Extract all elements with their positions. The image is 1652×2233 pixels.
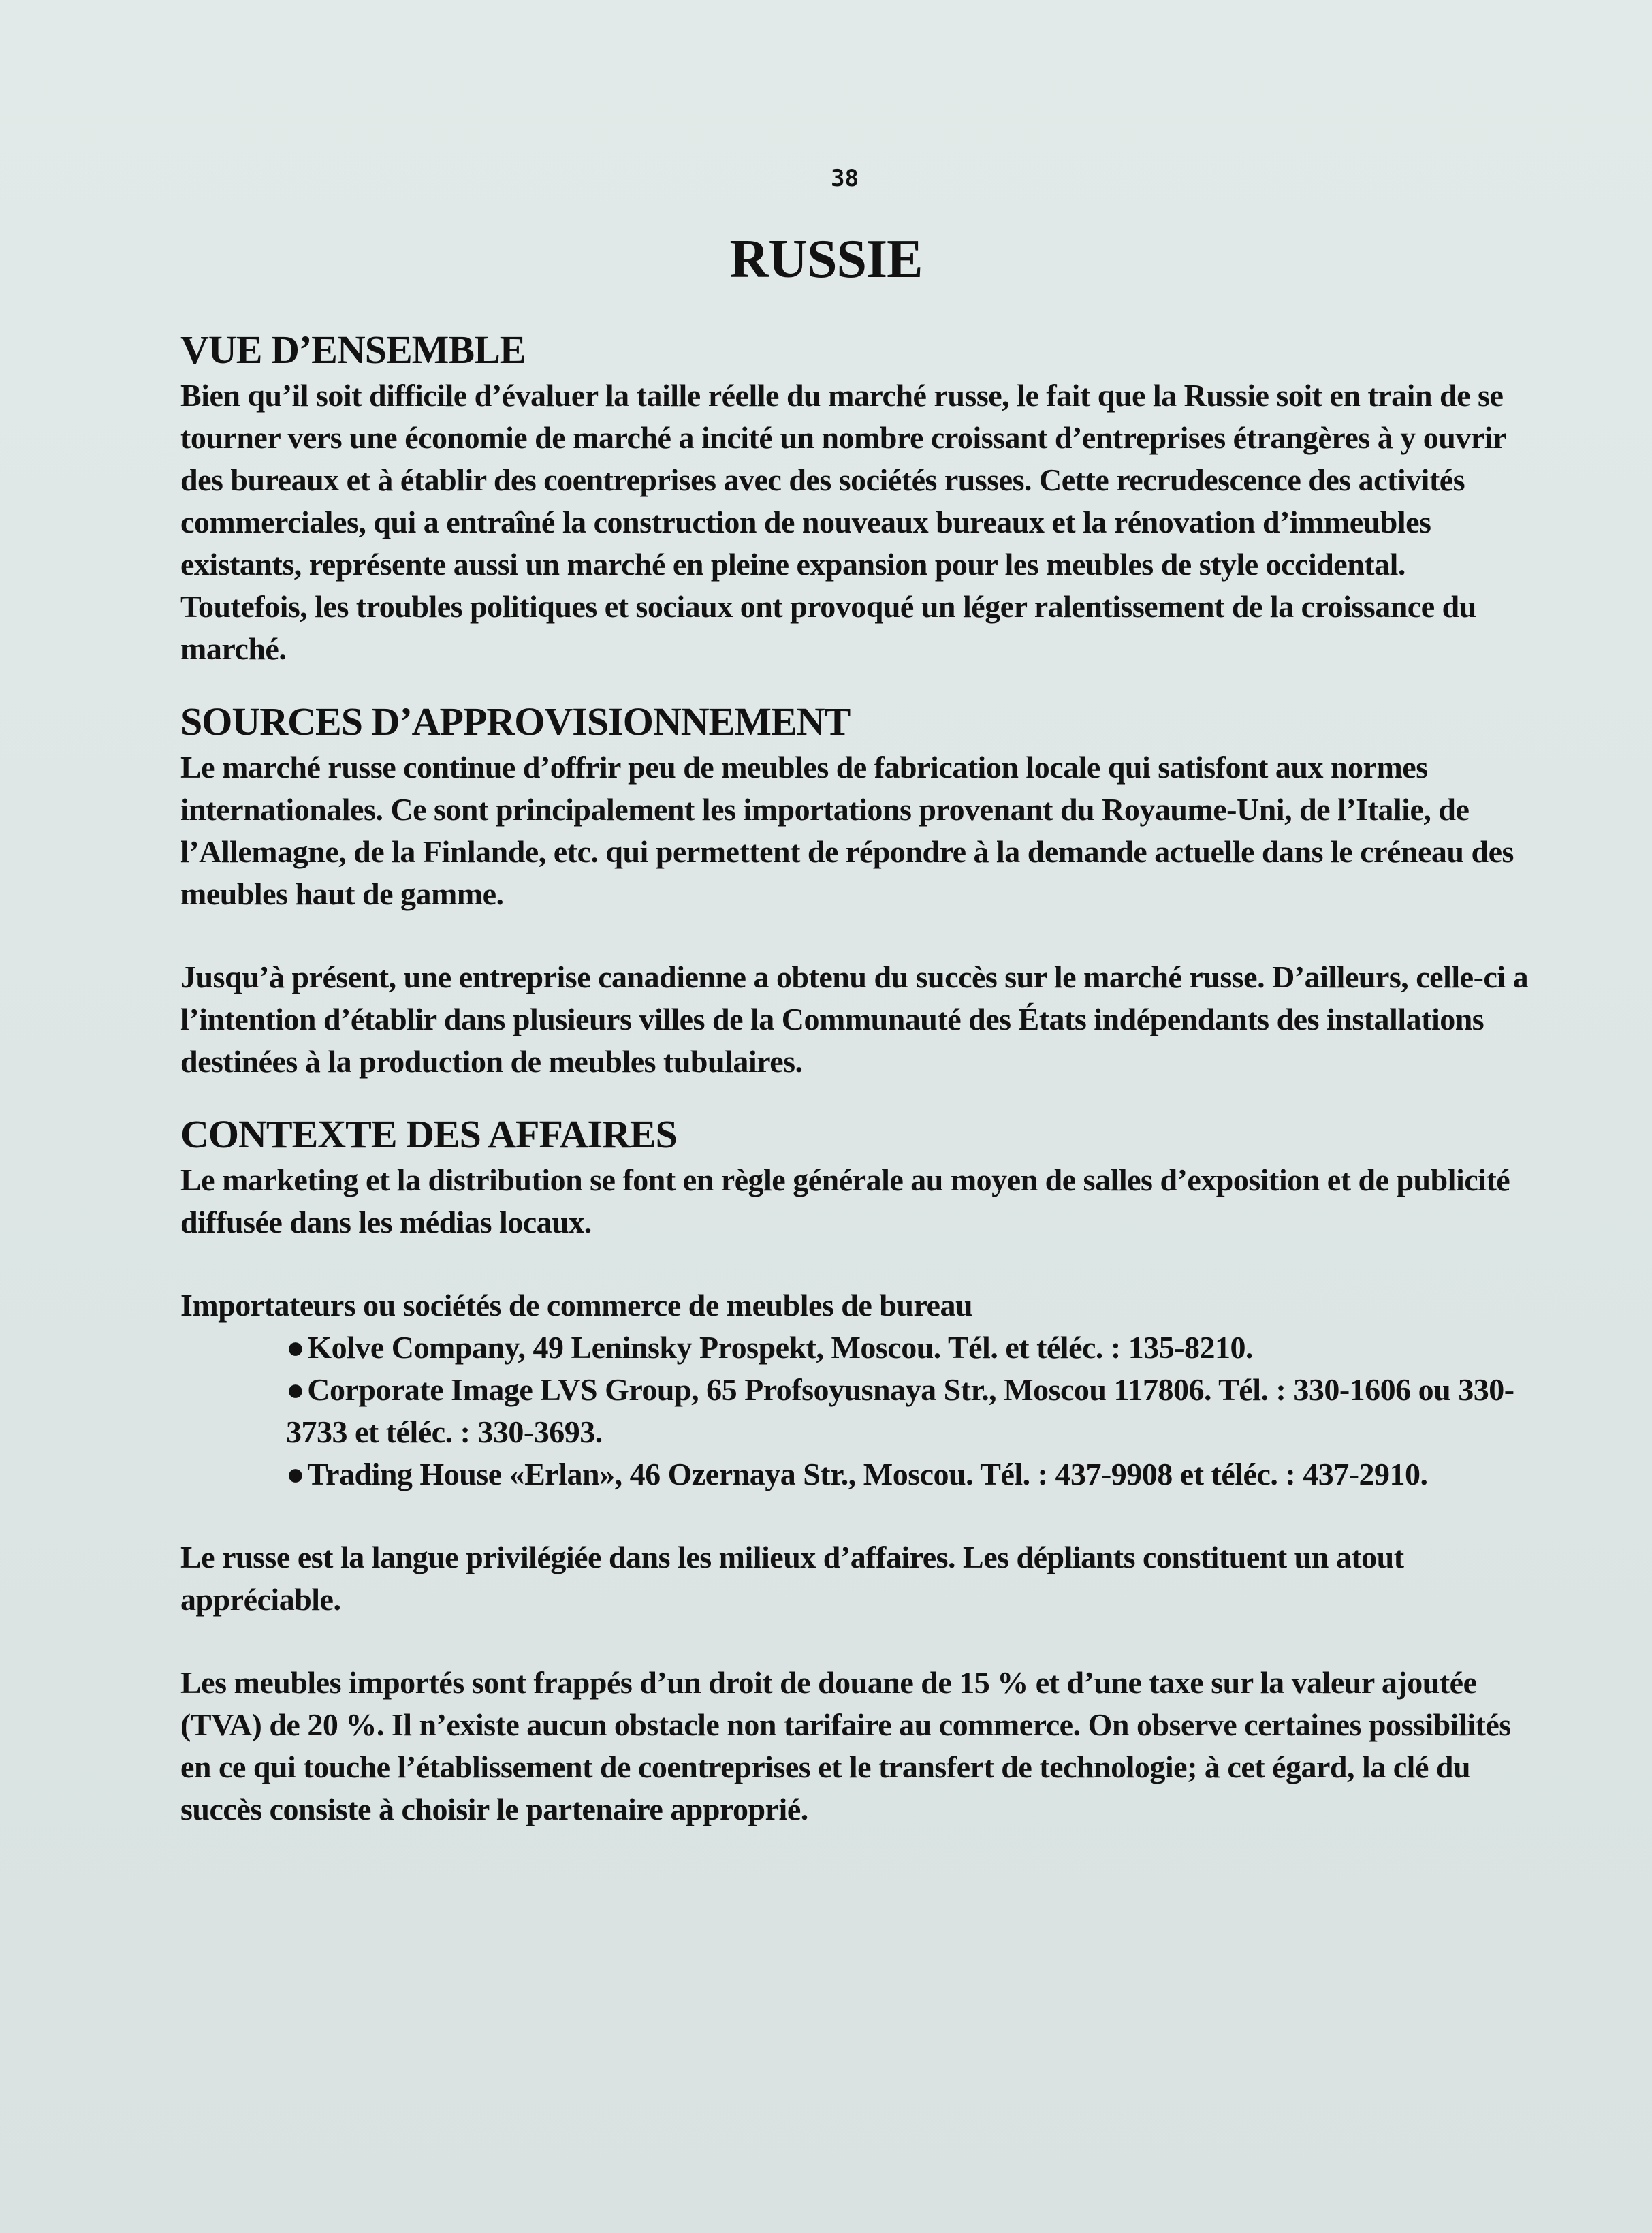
paragraph: Le marché russe continue d’offrir peu de meubles de fabrication locale qui satisfont aux normes internationales. Ce sont principalement les importations provenant du Royaume-Uni, de l’Italie, de l’Allemagne, de la Finlande, etc. qui permettent de répondre à la demande actuelle dans le créneau des meubles haut de gamme. bbox=[180, 750, 1514, 911]
paragraph: Le marketing et la distribution se font en règle générale au moyen de salles d’exposition et de publicité diffusée dans les médias locaux. bbox=[180, 1162, 1510, 1239]
bullet-icon: ● bbox=[286, 1330, 305, 1365]
importers-heading: Importateurs ou sociétés de commerce de meubles de bureau bbox=[180, 1288, 973, 1323]
paragraph: Bien qu’il soit difficile d’évaluer la taille réelle du marché russe, le fait que la Russie soit en train de se tourner vers une économie de marché a incité un nombre croissant d’entreprises étrangères à y ouvrir des bureaux et à établir des coentreprises avec des sociétés russes. Cette recrudescence des activités commerciales, qui a entraîné la construction de nouveaux bureaux et la rénovation d’immeubles existants, représente aussi un marché en pleine expansion pour les meubles de style occidental. Toutefois, les troubles politiques et sociaux ont provoqué un léger ralentissement de la croissance du marché. bbox=[180, 378, 1506, 666]
list-item bbox=[286, 1327, 1529, 1369]
paragraph: Les meubles importés sont frappés d’un droit de douane de 15 % et d’une taxe sur la valeur ajoutée (TVA) de 20 %. Il n’existe aucun obstacle non tarifaire au commerce. On observe certaines possibilités en ce qui touche l’établissement de coentreprises et le transfert de technologie; à cet égard, la clé du succès consiste à choisir le partenaire approprié. bbox=[180, 1665, 1511, 1826]
paragraph: Le russe est la langue privilégiée dans les milieux d’affaires. Les dépliants constituent un atout appréciable. bbox=[180, 1540, 1404, 1617]
section-heading: CONTEXTE DES AFFAIRES bbox=[180, 1112, 677, 1156]
section-business bbox=[180, 1110, 1529, 1831]
section-supply bbox=[180, 697, 1529, 1083]
section-heading: SOURCES D’APPROVISIONNEMENT bbox=[180, 699, 851, 744]
company-details: , 65 Profsoyusnaya Str., Moscou 117806. Tél. : 330-1606 ou 330-3733 et téléc. : 330-3693. bbox=[286, 1372, 1514, 1449]
company-name: Kolve Company bbox=[307, 1330, 518, 1365]
company-name: Corporate Image LVS Group bbox=[307, 1372, 692, 1407]
bullet-icon: ● bbox=[286, 1457, 305, 1491]
paragraph: Jusqu’à présent, une entreprise canadienne a obtenu du succès sur le marché russe. D’ailleurs, celle-ci a l’intention d’établir dans plusieurs villes de la Communauté des États indépendants des installations destinées à la production de meubles tubulaires. bbox=[180, 960, 1529, 1079]
list-item bbox=[286, 1453, 1529, 1495]
bullet-icon: ● bbox=[286, 1372, 305, 1407]
page-title: RUSSIE bbox=[729, 229, 923, 289]
importers-list bbox=[180, 1327, 1529, 1495]
page-number: 38 bbox=[831, 165, 859, 192]
section-heading: VUE D’ENSEMBLE bbox=[180, 328, 526, 372]
document-body bbox=[180, 326, 1529, 1831]
section-overview bbox=[180, 326, 1529, 670]
company-details: , 49 Leninsky Prospekt, Moscou. Tél. et téléc. : 135-8210. bbox=[518, 1330, 1254, 1365]
list-item bbox=[286, 1369, 1529, 1453]
company-details: , 46 Ozernaya Str., Moscou. Tél. : 437-9908 et téléc. : 437-2910. bbox=[614, 1457, 1428, 1491]
company-name: Trading House «Erlan» bbox=[307, 1457, 615, 1491]
